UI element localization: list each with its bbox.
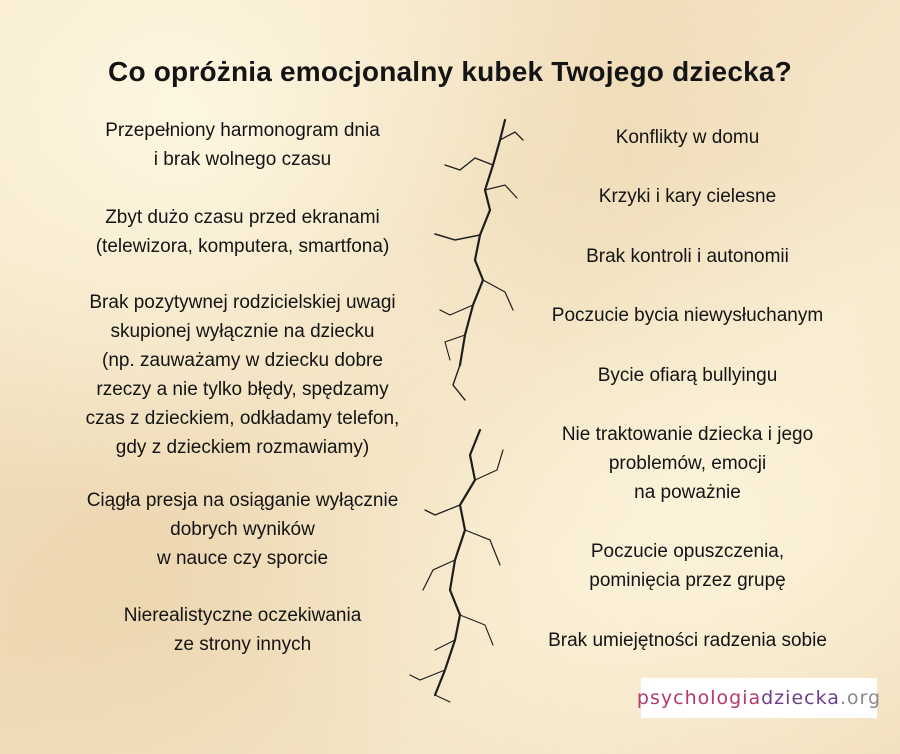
list-item: Konflikty w domu [615, 127, 760, 148]
list-item: Nierealistyczne oczekiwania ze strony innych [123, 605, 362, 655]
logo-part-org: .org [839, 687, 882, 709]
list-item: Brak kontroli i autonomii [586, 246, 789, 267]
site-logo[interactable] [636, 678, 882, 718]
list-item: Przepełniony harmonogram dnia i brak wolnego czasu [105, 120, 380, 170]
list-item: Poczucie bycia niewysłuchanym [551, 305, 824, 326]
list-item: Nie traktowanie dziecka i jego problemów, emocji na poważnie [561, 424, 814, 503]
page-title: Co opróżnia emocjonalny kubek Twojego dziecka? [108, 56, 792, 87]
list-item: Ciągła presja na osiąganie wyłącznie dobrych wyników w nauce czy sporcie [86, 490, 399, 569]
list-item: Zbyt dużo czasu przed ekranami (telewizora, komputera, smartfona) [95, 207, 390, 257]
list-item: Brak umiejętności radzenia sobie [548, 630, 827, 651]
logo-part-dziecka: dziecka [761, 687, 840, 709]
logo-part-psychologia: psychologia [636, 687, 762, 709]
list-item: Bycie ofiarą bullyingu [597, 365, 778, 386]
list-item: Poczucie opuszczenia, pominięcia przez grupę [589, 541, 786, 591]
list-item: Krzyki i kary cielesne [598, 186, 777, 207]
list-item: Brak pozytywnej rodzicielskiej uwagi skupionej wyłącznie na dziecku (np. zauważamy w dziecku dobre rzeczy a nie tylko błędy, spędzamy czas z dzieckiem, odkładamy telefon, gdy z dzieckiem rozmawiamy) [85, 292, 400, 458]
